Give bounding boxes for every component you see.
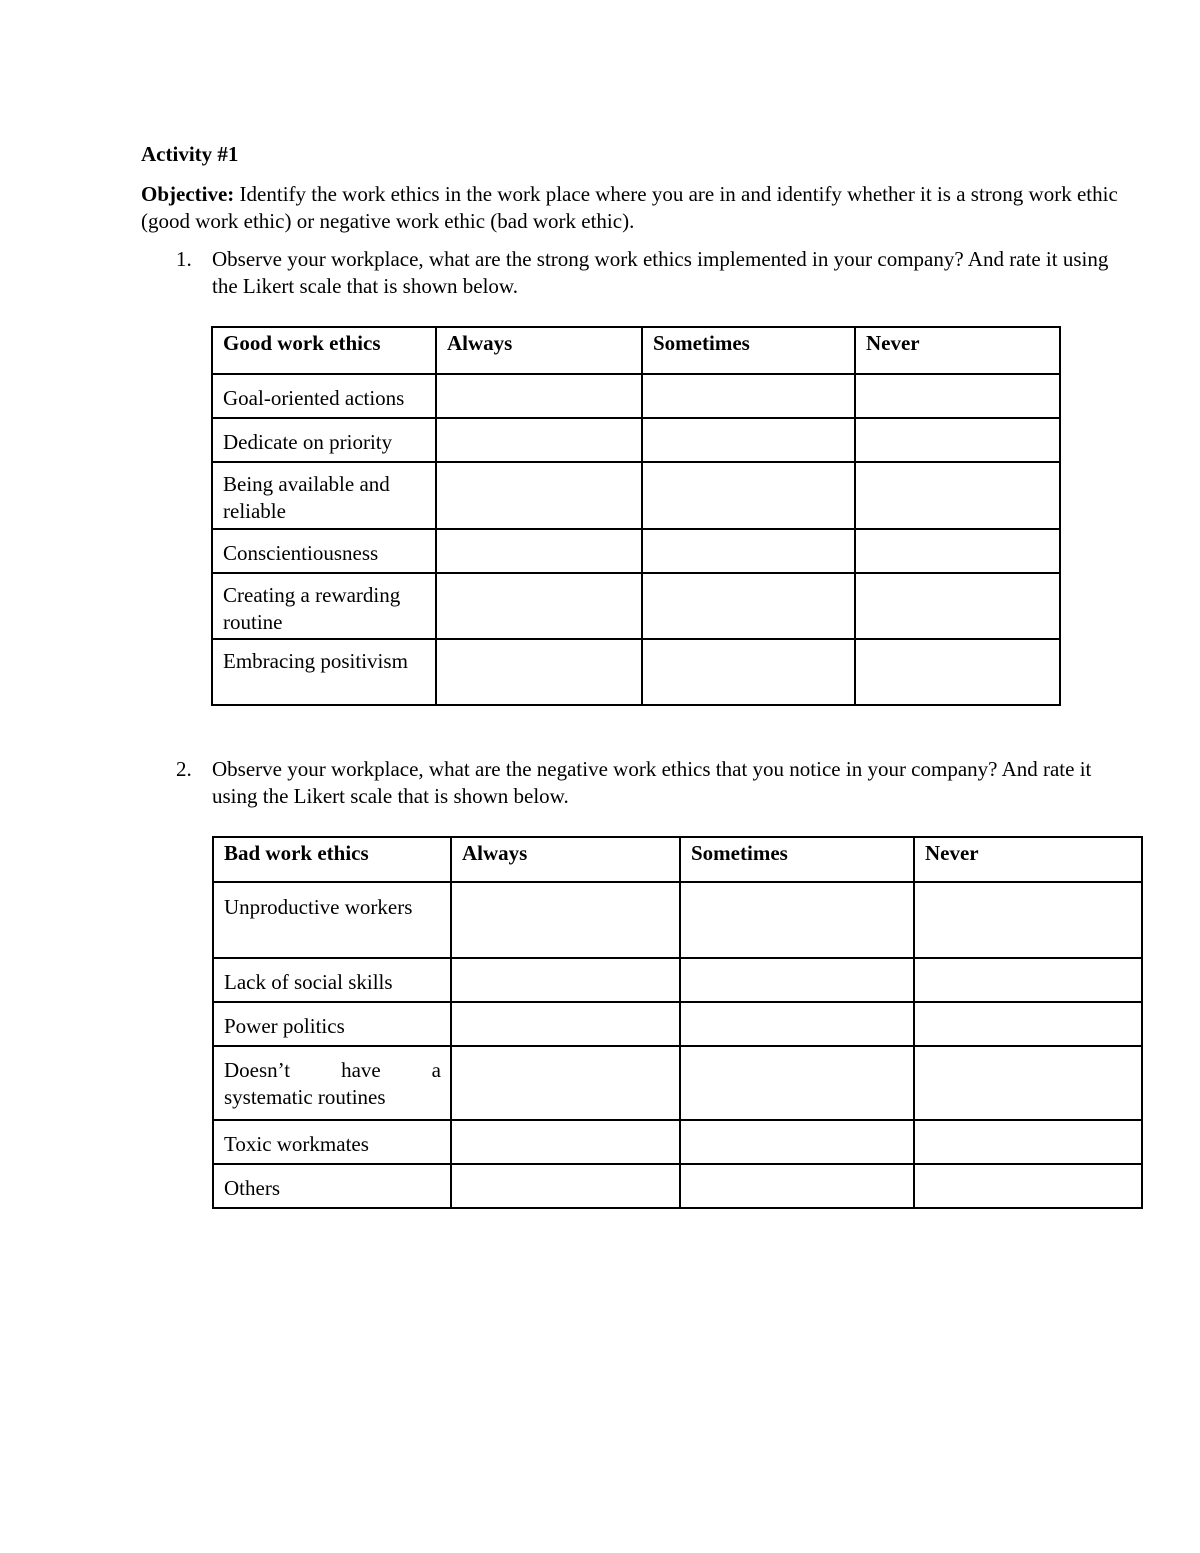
rating-cell-always[interactable] <box>436 374 642 418</box>
question-2 <box>176 756 1116 810</box>
header-always: Always <box>451 837 680 882</box>
rating-cell-never[interactable] <box>855 639 1060 705</box>
rating-cell-always[interactable] <box>436 573 642 639</box>
header-sometimes: Sometimes <box>642 327 855 374</box>
rating-cell-sometimes[interactable] <box>680 1164 914 1208</box>
rating-cell-sometimes[interactable] <box>642 418 855 462</box>
row-label: Toxic workmates <box>213 1120 451 1164</box>
header-always: Always <box>436 327 642 374</box>
table-row <box>212 418 1060 462</box>
row-label: Creating a rewarding routine <box>212 573 436 639</box>
row-label: Conscientiousness <box>212 529 436 573</box>
table-row <box>213 882 1142 958</box>
question-1 <box>176 246 1116 300</box>
table-row <box>212 462 1060 529</box>
rating-cell-sometimes[interactable] <box>642 462 855 529</box>
header-bad-work-ethics: Bad work ethics <box>213 837 451 882</box>
good-work-ethics-table <box>211 326 1061 706</box>
rating-cell-never[interactable] <box>914 958 1142 1002</box>
rating-cell-never[interactable] <box>855 462 1060 529</box>
rating-cell-never[interactable] <box>914 1164 1142 1208</box>
header-sometimes: Sometimes <box>680 837 914 882</box>
header-good-work-ethics: Good work ethics <box>212 327 436 374</box>
doesnt-have-line-1 <box>224 1057 441 1084</box>
rating-cell-always[interactable] <box>451 1120 680 1164</box>
rating-cell-sometimes[interactable] <box>680 882 914 958</box>
activity-title: Activity #1 <box>141 142 239 166</box>
rating-cell-always[interactable] <box>451 1046 680 1120</box>
row-label: Being available and reliable <box>212 462 436 529</box>
rating-cell-sometimes[interactable] <box>642 573 855 639</box>
rating-cell-never[interactable] <box>855 573 1060 639</box>
rating-cell-never[interactable] <box>914 1046 1142 1120</box>
question-1-number: 1. <box>176 247 192 271</box>
table-row <box>213 1164 1142 1208</box>
word: have <box>341 1058 381 1082</box>
question-2-text: Observe your workplace, what are the negative work ethics that you notice in your company? And rate it using the Likert scale that is shown below. <box>212 757 1092 808</box>
rating-cell-never[interactable] <box>855 374 1060 418</box>
objective-label: Objective: <box>141 182 235 206</box>
question-2-number: 2. <box>176 757 192 781</box>
rating-cell-always[interactable] <box>436 462 642 529</box>
rating-cell-sometimes[interactable] <box>680 1120 914 1164</box>
table-row <box>212 529 1060 573</box>
word: Doesn’t <box>224 1058 291 1082</box>
rating-cell-sometimes[interactable] <box>642 529 855 573</box>
rating-cell-always[interactable] <box>436 418 642 462</box>
table-row <box>213 958 1142 1002</box>
table-row <box>212 374 1060 418</box>
row-label: Power politics <box>213 1002 451 1046</box>
rating-cell-always[interactable] <box>451 958 680 1002</box>
bad-work-ethics-table <box>212 836 1143 1209</box>
table-row <box>213 1002 1142 1046</box>
rating-cell-sometimes[interactable] <box>680 1002 914 1046</box>
table-row <box>212 639 1060 705</box>
table-row <box>212 573 1060 639</box>
row-label: Goal-oriented actions <box>212 374 436 418</box>
rating-cell-never[interactable] <box>914 1120 1142 1164</box>
row-label: Others <box>213 1164 451 1208</box>
rating-cell-always[interactable] <box>436 529 642 573</box>
rating-cell-sometimes[interactable] <box>642 639 855 705</box>
rating-cell-always[interactable] <box>451 1164 680 1208</box>
row-label: Unproductive workers <box>213 882 451 958</box>
row-label: Dedicate on priority <box>212 418 436 462</box>
objective-text: Identify the work ethics in the work place where you are in and identify whether it is a strong work ethic (good work ethic) or negative work ethic (bad work ethic). <box>141 182 1118 233</box>
table-row <box>213 1120 1142 1164</box>
word: a <box>431 1058 441 1082</box>
question-1-text: Observe your workplace, what are the strong work ethics implemented in your company? And rate it using the Likert scale that is shown below. <box>212 247 1109 298</box>
row-label: Lack of social skills <box>213 958 451 1002</box>
rating-cell-always[interactable] <box>451 1002 680 1046</box>
rating-cell-never[interactable] <box>855 529 1060 573</box>
rating-cell-sometimes[interactable] <box>680 958 914 1002</box>
row-label-doesnt-have <box>213 1046 451 1120</box>
rating-cell-never[interactable] <box>914 1002 1142 1046</box>
table-row <box>213 1046 1142 1120</box>
rating-cell-sometimes[interactable] <box>642 374 855 418</box>
doesnt-have-line-2: systematic routines <box>224 1085 386 1109</box>
header-never: Never <box>914 837 1142 882</box>
rating-cell-always[interactable] <box>436 639 642 705</box>
table-header-row <box>212 327 1060 374</box>
rating-cell-never[interactable] <box>914 882 1142 958</box>
table-header-row <box>213 837 1142 882</box>
objective-paragraph <box>141 181 1141 235</box>
row-label: Embracing positivism <box>212 639 436 705</box>
rating-cell-always[interactable] <box>451 882 680 958</box>
rating-cell-sometimes[interactable] <box>680 1046 914 1120</box>
rating-cell-never[interactable] <box>855 418 1060 462</box>
header-never: Never <box>855 327 1060 374</box>
